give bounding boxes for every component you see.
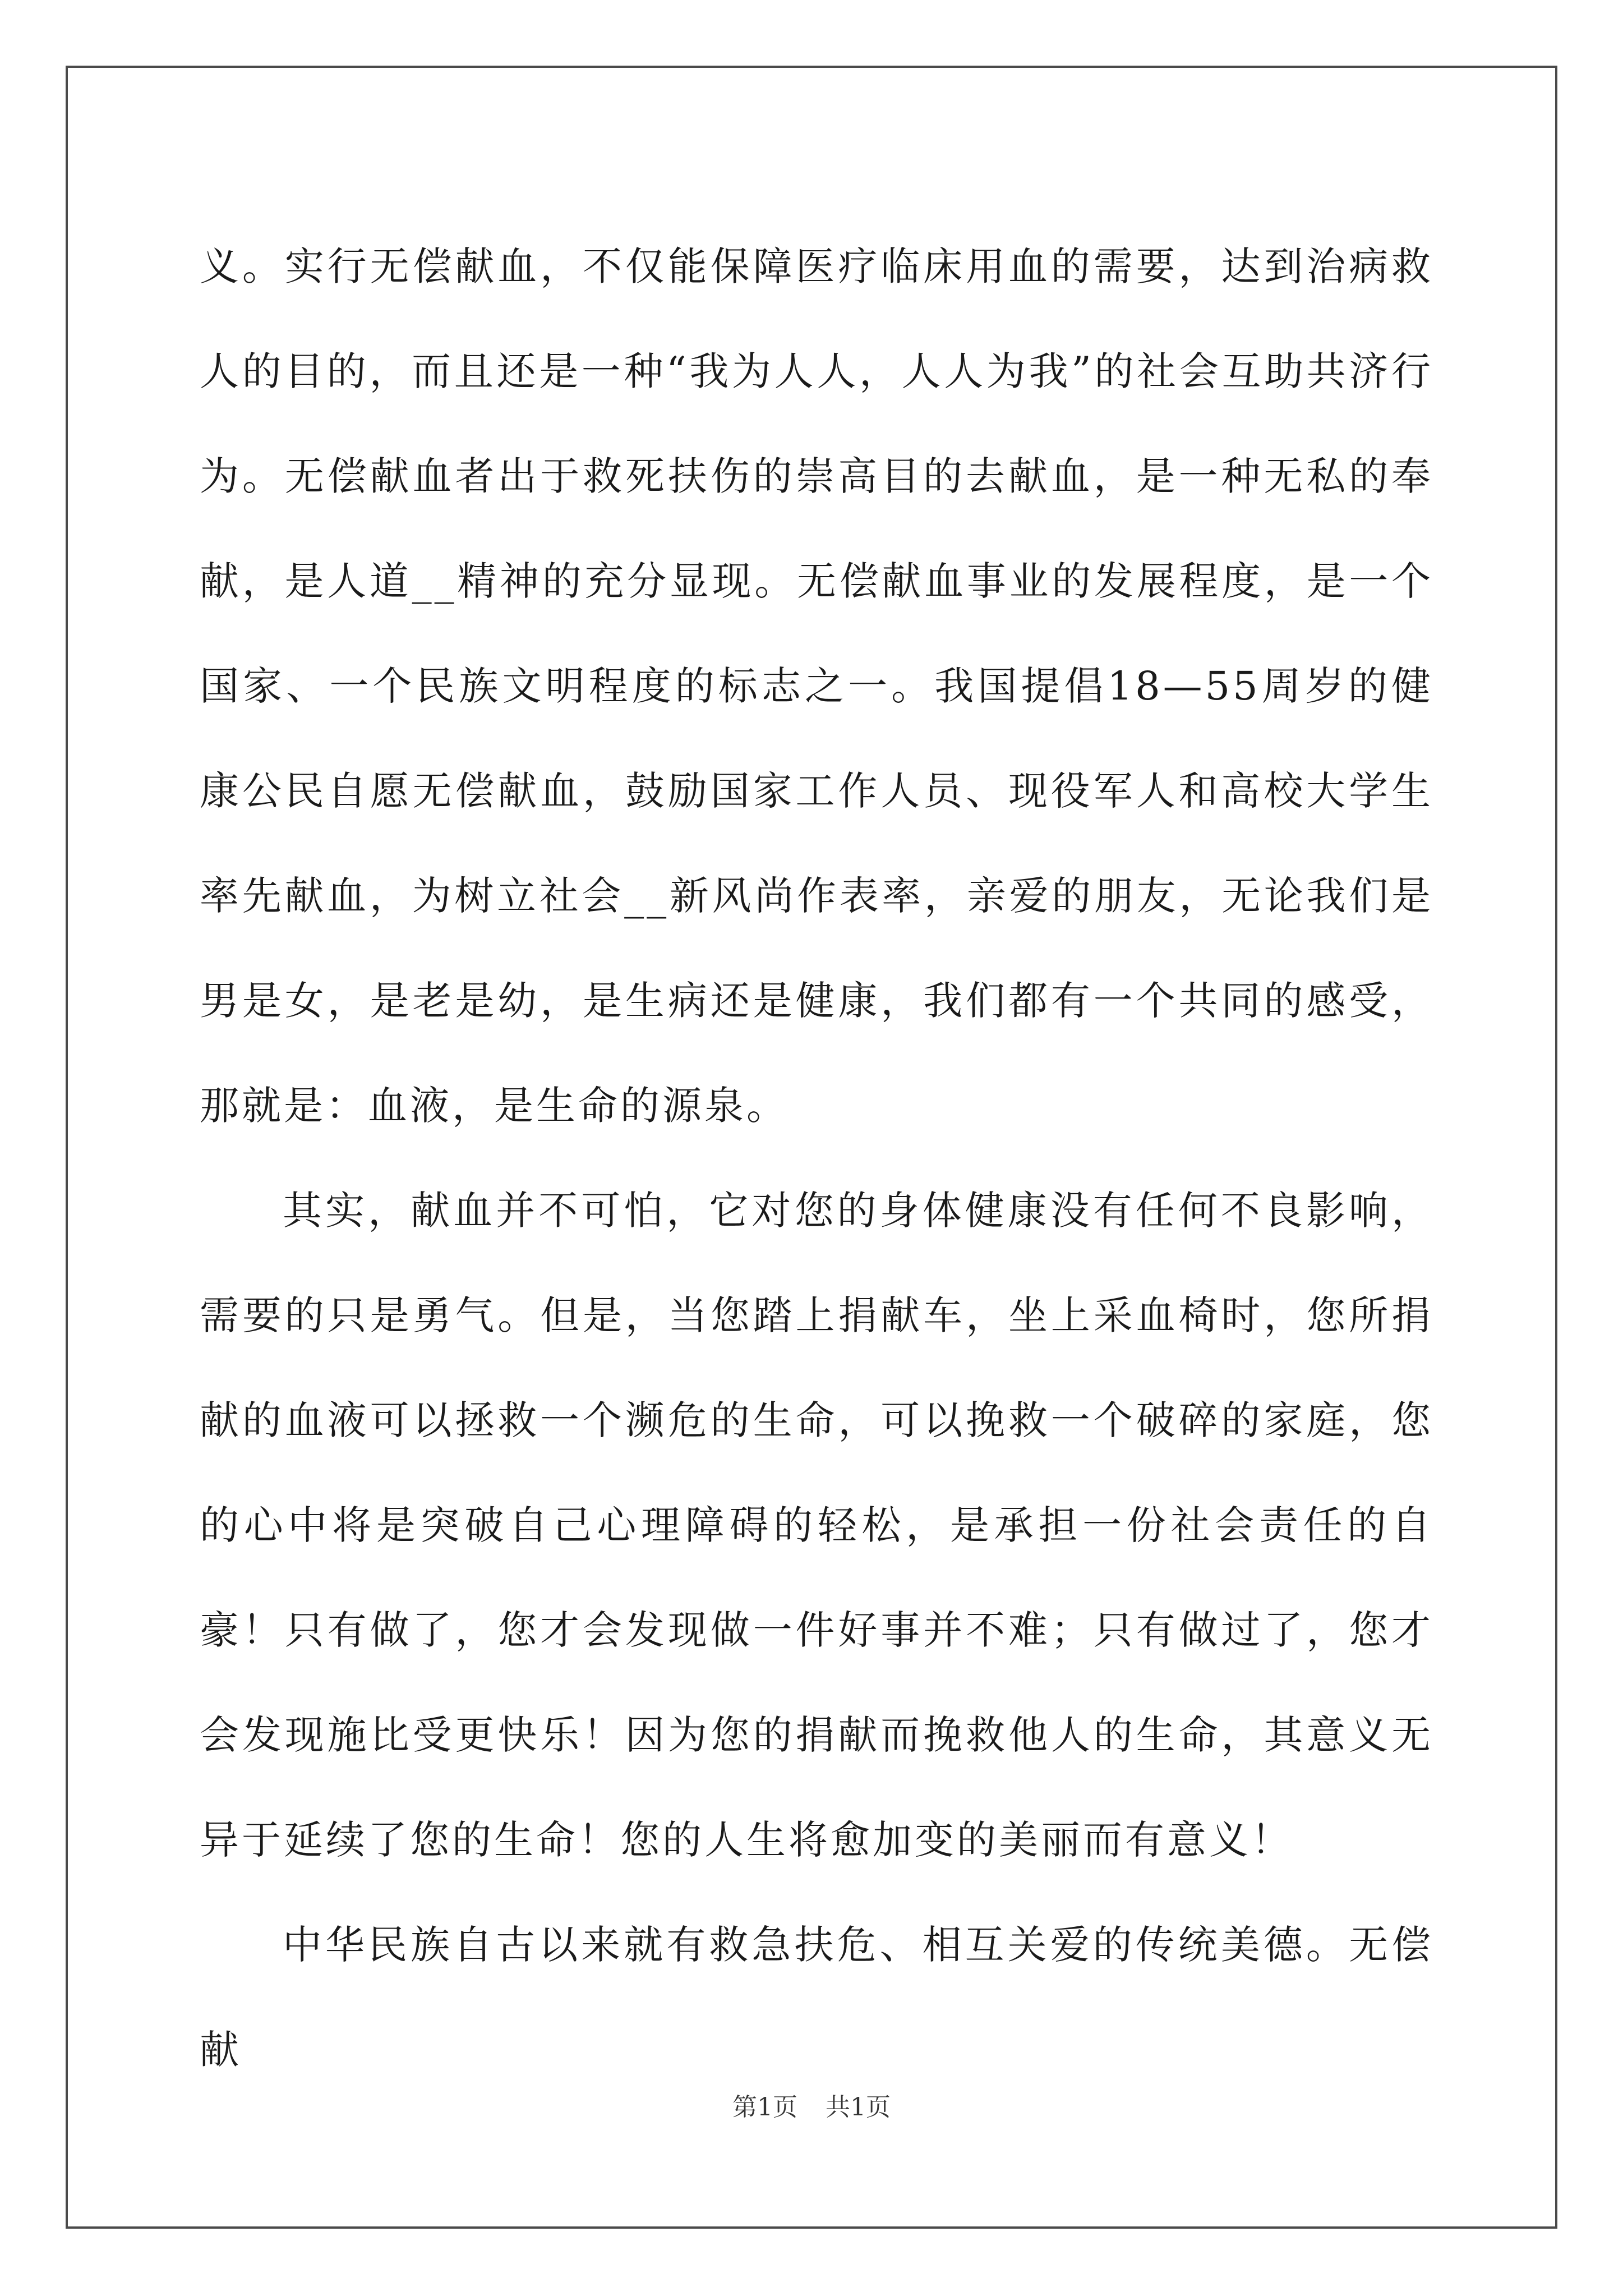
page-number: 第1页 — [732, 2093, 797, 2122]
document-body — [200, 214, 1433, 2102]
paragraph-1: 义。实行无偿献血，不仅能保障医疗临床用血的需要，达到治病救人的目的，而且还是一种“我为人人，人人为我”的社会互助共济行为。无偿献血者出于救死扶伤的崇高目的去献血，是一种无私的奉献，是人道__精神的充分显现。无偿献血事业的发展程度，是一个国家、一个民族文明程度的标志之一。我国提倡18—55周岁的健康公民自愿无偿献血，鼓励国家工作人员、现役军人和高校大学生率先献血，为树立社会__新风尚作表率，亲爱的朋友，无论我们是男是女，是老是幼，是生病还是健康，我们都有一个共同的感受，那就是：血液，是生命的源泉。 — [200, 243, 1433, 1129]
page-footer — [0, 2087, 1623, 2123]
paragraph-3: 中华民族自古以来就有救急扶危、相互关爱的传统美德。无偿献 — [200, 1922, 1433, 2073]
page-total: 共1页 — [826, 2093, 891, 2122]
paragraph-2: 其实，献血并不可怕，它对您的身体健康没有任何不良影响，需要的只是勇气。但是，当您踏上捐献车，坐上采血椅时，您所捐献的血液可以拯救一个濒危的生命，可以挽救一个破碎的家庭，您的心中将是突破自己心理障碍的轻松，是承担一份社会责任的自豪！只有做了，您才会发现做一件好事并不难；只有做过了，您才会发现施比受更快乐！因为您的捐献而挽救他人的生命，其意义无异于延续了您的生命！您的人生将愈加变的美丽而有意义！ — [200, 1188, 1433, 1863]
